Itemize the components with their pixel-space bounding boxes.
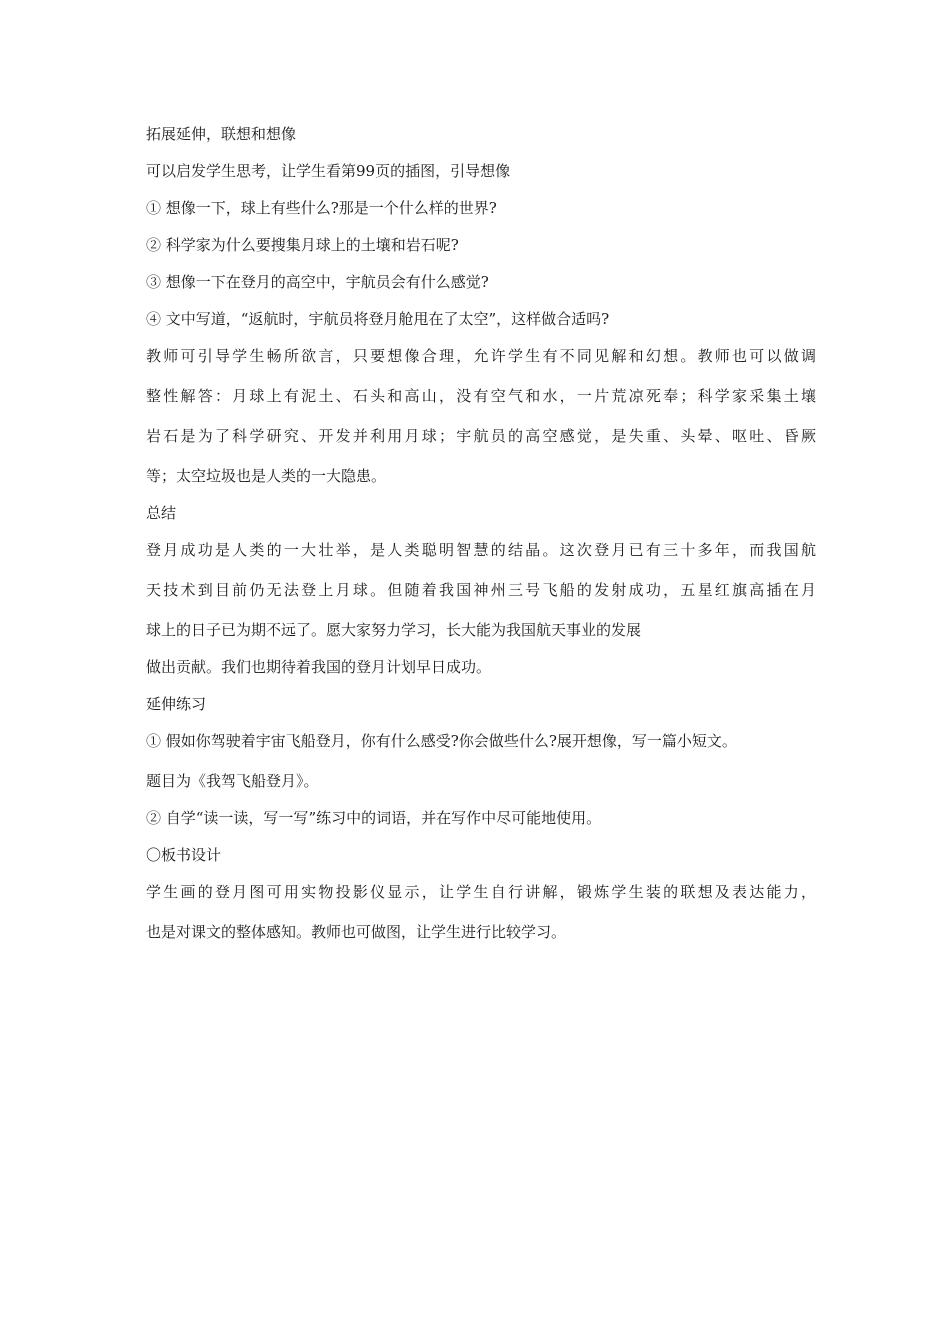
question-item-1: ① 想像一下，球上有些什么?那是一个什么样的世界? xyxy=(146,199,497,217)
heading-summary: 总结 xyxy=(146,504,177,522)
paragraph-line: 岩石是为了科学研究、开发并利用月球；宇航员的高空感觉，是失重、头晕、呕吐、昏厥 xyxy=(146,427,816,445)
heading-board-design: 〇板书设计 xyxy=(146,846,222,864)
document-body xyxy=(146,124,816,942)
paragraph-line: 教师可引导学生畅所欲言，只要想像合理，允许学生有不同见解和幻想。教师也可以做调 xyxy=(146,347,816,365)
exercise-item-1: ① 假如你驾驶着宇宙飞船登月，你有什么感受?你会做些什么?展开想像，写一篇小短文。 xyxy=(146,732,737,750)
paragraph-line: 也是对课文的整体感知。教师也可做图，让学生进行比较学习。 xyxy=(146,923,567,941)
question-item-2: ② 科学家为什么要搜集月球上的土壤和岩石呢? xyxy=(146,236,459,254)
paragraph-line: 登月成功是人类的一大壮举，是人类聪明智慧的结晶。这次登月已有三十多年，而我国航 xyxy=(146,541,816,559)
question-item-4: ④ 文中写道，“返航时，宇航员将登月舱甩在了太空”，这样做合适吗? xyxy=(146,310,610,328)
paragraph-line: 等；太空垃圾也是人类的一大隐患。 xyxy=(146,467,387,485)
paragraph-line: 天技术到目前仍无法登上月球。但随着我国神州三号飞船的发射成功，五星红旗高插在月 xyxy=(146,581,816,599)
exercise-item-2: ② 自学“读一读，写一写”练习中的词语，并在写作中尽可能地使用。 xyxy=(146,809,602,827)
paragraph-line: 整性解答：月球上有泥土、石头和高山，没有空气和水，一片荒凉死奉；科学家采集土壤 xyxy=(146,387,816,405)
paragraph-line: 球上的日子已为期不远了。愿大家努力学习，长大能为我国航天事业的发展 xyxy=(146,621,642,639)
heading-extension: 拓展延伸，联想和想像 xyxy=(146,125,297,143)
paragraph-line: 做出贡献。我们也期待着我国的登月计划早日成功。 xyxy=(146,658,492,676)
paragraph-line: 题目为《我驾飞船登月》。 xyxy=(146,772,319,790)
paragraph-line: 学生画的登月图可用实物投影仪显示，让学生自行讲解，锻炼学生装的联想及表达能力， xyxy=(146,883,816,901)
paragraph-line: 可以启发学生思考，让学生看第99页的插图，引导想像 xyxy=(146,162,511,180)
question-item-3: ③ 想像一下在登月的高空中，宇航员会有什么感觉? xyxy=(146,273,489,291)
heading-exercise: 延伸练习 xyxy=(146,695,207,713)
